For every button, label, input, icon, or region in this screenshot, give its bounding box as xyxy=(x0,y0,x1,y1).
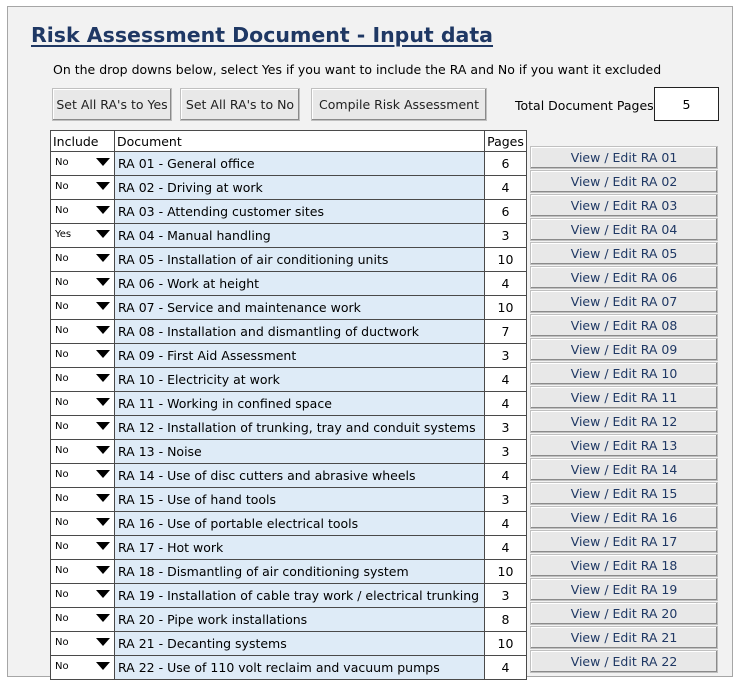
document-column-header: Document xyxy=(115,131,485,152)
document-name: RA 16 - Use of portable electrical tools xyxy=(115,512,485,536)
page-count: 4 xyxy=(485,176,527,200)
page-count: 4 xyxy=(485,368,527,392)
dropdown-arrow-icon[interactable] xyxy=(96,542,110,550)
page-count: 3 xyxy=(485,344,527,368)
page-count: 4 xyxy=(485,656,527,680)
document-name: RA 14 - Use of disc cutters and abrasive wheels xyxy=(115,464,485,488)
view-edit-button[interactable]: View / Edit RA 18 xyxy=(530,554,718,577)
view-edit-button[interactable]: View / Edit RA 14 xyxy=(530,458,718,481)
table-row xyxy=(51,440,527,464)
table-row xyxy=(51,344,527,368)
page-count: 3 xyxy=(485,440,527,464)
include-value: No xyxy=(55,565,69,576)
dropdown-arrow-icon[interactable] xyxy=(96,254,110,262)
include-value: No xyxy=(55,613,69,624)
view-edit-button[interactable]: View / Edit RA 22 xyxy=(530,650,718,673)
table-row xyxy=(51,488,527,512)
pages-column-header: Pages xyxy=(485,131,527,152)
include-dropdown[interactable] xyxy=(51,560,115,584)
document-name: RA 07 - Service and maintenance work xyxy=(115,296,485,320)
include-dropdown[interactable] xyxy=(51,656,115,680)
document-name: RA 17 - Hot work xyxy=(115,536,485,560)
dropdown-arrow-icon[interactable] xyxy=(96,206,110,214)
table-row xyxy=(51,152,527,176)
view-edit-button[interactable]: View / Edit RA 19 xyxy=(530,578,718,601)
table-row xyxy=(51,296,527,320)
include-value: No xyxy=(55,661,69,672)
page-count: 4 xyxy=(485,272,527,296)
page-title: Risk Assessment Document - Input data xyxy=(31,23,494,47)
dropdown-arrow-icon[interactable] xyxy=(96,614,110,622)
document-name: RA 06 - Work at height xyxy=(115,272,485,296)
include-dropdown[interactable] xyxy=(51,632,115,656)
view-edit-button[interactable]: View / Edit RA 09 xyxy=(530,338,718,361)
include-dropdown[interactable] xyxy=(51,536,115,560)
include-dropdown[interactable] xyxy=(51,248,115,272)
table-row xyxy=(51,200,527,224)
include-dropdown[interactable] xyxy=(51,368,115,392)
page-count: 4 xyxy=(485,512,527,536)
view-edit-button[interactable]: View / Edit RA 07 xyxy=(530,290,718,313)
page-count: 10 xyxy=(485,248,527,272)
document-name: RA 09 - First Aid Assessment xyxy=(115,344,485,368)
include-dropdown[interactable] xyxy=(51,152,115,176)
include-dropdown[interactable] xyxy=(51,296,115,320)
document-name: RA 20 - Pipe work installations xyxy=(115,608,485,632)
dropdown-arrow-icon[interactable] xyxy=(96,422,110,430)
page-count: 7 xyxy=(485,320,527,344)
document-name: RA 04 - Manual handling xyxy=(115,224,485,248)
table-row xyxy=(51,248,527,272)
page-count: 8 xyxy=(485,608,527,632)
form-panel xyxy=(7,6,733,677)
view-edit-button[interactable]: View / Edit RA 12 xyxy=(530,410,718,433)
document-name: RA 18 - Dismantling of air conditioning system xyxy=(115,560,485,584)
dropdown-arrow-icon[interactable] xyxy=(96,230,110,238)
table-row xyxy=(51,464,527,488)
page-count: 10 xyxy=(485,296,527,320)
view-edit-button[interactable]: View / Edit RA 05 xyxy=(530,242,718,265)
page-count: 6 xyxy=(485,152,527,176)
dropdown-arrow-icon[interactable] xyxy=(96,566,110,574)
include-value: No xyxy=(55,541,69,552)
view-edit-button[interactable]: View / Edit RA 01 xyxy=(530,146,718,169)
include-value: No xyxy=(55,421,69,432)
set-all-yes-button[interactable]: Set All RA's to Yes xyxy=(52,88,172,121)
document-name: RA 03 - Attending customer sites xyxy=(115,200,485,224)
instructions-text: On the drop downs below, select Yes if you want to include the RA and No if you want it excluded xyxy=(53,62,662,77)
include-value: No xyxy=(55,397,69,408)
document-name: RA 22 - Use of 110 volt reclaim and vacuum pumps xyxy=(115,656,485,680)
include-value: No xyxy=(55,301,69,312)
include-dropdown[interactable] xyxy=(51,224,115,248)
dropdown-arrow-icon[interactable] xyxy=(96,350,110,358)
page-count: 3 xyxy=(485,584,527,608)
document-name: RA 11 - Working in confined space xyxy=(115,392,485,416)
include-column-header: Include xyxy=(51,131,115,152)
dropdown-arrow-icon[interactable] xyxy=(96,182,110,190)
include-dropdown[interactable] xyxy=(51,584,115,608)
document-name: RA 21 - Decanting systems xyxy=(115,632,485,656)
dropdown-arrow-icon[interactable] xyxy=(96,158,110,166)
page-count: 3 xyxy=(485,488,527,512)
include-value: Yes xyxy=(55,229,72,240)
compile-risk-assessment-button[interactable]: Compile Risk Assessment xyxy=(311,88,487,121)
page-count: 4 xyxy=(485,392,527,416)
include-value: No xyxy=(55,493,69,504)
include-value: No xyxy=(55,325,69,336)
dropdown-arrow-icon[interactable] xyxy=(96,494,110,502)
dropdown-arrow-icon[interactable] xyxy=(96,374,110,382)
document-name: RA 15 - Use of hand tools xyxy=(115,488,485,512)
table-row xyxy=(51,272,527,296)
include-dropdown[interactable] xyxy=(51,608,115,632)
table-row xyxy=(51,176,527,200)
view-edit-button[interactable]: View / Edit RA 03 xyxy=(530,194,718,217)
include-dropdown[interactable] xyxy=(51,344,115,368)
include-value: No xyxy=(55,277,69,288)
include-value: No xyxy=(55,589,69,600)
table-row xyxy=(51,320,527,344)
view-edit-button[interactable]: View / Edit RA 02 xyxy=(530,170,718,193)
document-name: RA 10 - Electricity at work xyxy=(115,368,485,392)
page-count: 3 xyxy=(485,416,527,440)
table-header-row xyxy=(51,131,527,152)
table-row xyxy=(51,416,527,440)
document-name: RA 02 - Driving at work xyxy=(115,176,485,200)
view-edit-button[interactable]: View / Edit RA 17 xyxy=(530,530,718,553)
page-count: 4 xyxy=(485,536,527,560)
table-row xyxy=(51,584,527,608)
page-count: 10 xyxy=(485,560,527,584)
set-all-no-button[interactable]: Set All RA's to No xyxy=(180,88,300,121)
include-dropdown[interactable] xyxy=(51,416,115,440)
total-pages-label: Total Document Pages xyxy=(515,98,654,113)
include-value: No xyxy=(55,157,69,168)
view-edit-button[interactable]: View / Edit RA 20 xyxy=(530,602,718,625)
document-name: RA 08 - Installation and dismantling of ductwork xyxy=(115,320,485,344)
table-row xyxy=(51,656,527,680)
dropdown-arrow-icon[interactable] xyxy=(96,326,110,334)
page-count: 6 xyxy=(485,200,527,224)
table-row xyxy=(51,392,527,416)
dropdown-arrow-icon[interactable] xyxy=(96,662,110,670)
document-name: RA 01 - General office xyxy=(115,152,485,176)
include-dropdown[interactable] xyxy=(51,176,115,200)
dropdown-arrow-icon[interactable] xyxy=(96,446,110,454)
view-edit-button[interactable]: View / Edit RA 16 xyxy=(530,506,718,529)
include-dropdown[interactable] xyxy=(51,440,115,464)
table-row xyxy=(51,560,527,584)
view-edit-button[interactable]: View / Edit RA 11 xyxy=(530,386,718,409)
view-edit-button[interactable]: View / Edit RA 21 xyxy=(530,626,718,649)
view-edit-button[interactable]: View / Edit RA 15 xyxy=(530,482,718,505)
include-dropdown[interactable] xyxy=(51,320,115,344)
view-edit-button[interactable]: View / Edit RA 10 xyxy=(530,362,718,385)
view-edit-button[interactable]: View / Edit RA 08 xyxy=(530,314,718,337)
ra-table xyxy=(50,130,527,680)
table-row xyxy=(51,632,527,656)
dropdown-arrow-icon[interactable] xyxy=(96,518,110,526)
include-dropdown[interactable] xyxy=(51,272,115,296)
include-dropdown[interactable] xyxy=(51,464,115,488)
page-count: 10 xyxy=(485,632,527,656)
include-dropdown[interactable] xyxy=(51,512,115,536)
table-row xyxy=(51,536,527,560)
dropdown-arrow-icon[interactable] xyxy=(96,590,110,598)
include-value: No xyxy=(55,373,69,384)
dropdown-arrow-icon[interactable] xyxy=(96,278,110,286)
view-edit-button[interactable]: View / Edit RA 04 xyxy=(530,218,718,241)
page-count: 4 xyxy=(485,464,527,488)
include-value: No xyxy=(55,181,69,192)
include-value: No xyxy=(55,445,69,456)
include-value: No xyxy=(55,517,69,528)
include-value: No xyxy=(55,205,69,216)
include-dropdown[interactable] xyxy=(51,200,115,224)
view-edit-button[interactable]: View / Edit RA 06 xyxy=(530,266,718,289)
document-name: RA 19 - Installation of cable tray work / electrical trunking xyxy=(115,584,485,608)
document-name: RA 05 - Installation of air conditioning units xyxy=(115,248,485,272)
total-pages-value: 5 xyxy=(654,87,719,121)
include-dropdown[interactable] xyxy=(51,392,115,416)
include-value: No xyxy=(55,637,69,648)
page-count: 3 xyxy=(485,224,527,248)
table-row xyxy=(51,512,527,536)
include-value: No xyxy=(55,349,69,360)
dropdown-arrow-icon[interactable] xyxy=(96,470,110,478)
dropdown-arrow-icon[interactable] xyxy=(96,302,110,310)
document-name: RA 13 - Noise xyxy=(115,440,485,464)
document-name: RA 12 - Installation of trunking, tray and conduit systems xyxy=(115,416,485,440)
include-value: No xyxy=(55,469,69,480)
view-edit-button[interactable]: View / Edit RA 13 xyxy=(530,434,718,457)
include-value: No xyxy=(55,253,69,264)
table-row xyxy=(51,608,527,632)
table-row xyxy=(51,368,527,392)
dropdown-arrow-icon[interactable] xyxy=(96,638,110,646)
dropdown-arrow-icon[interactable] xyxy=(96,398,110,406)
include-dropdown[interactable] xyxy=(51,488,115,512)
table-row xyxy=(51,224,527,248)
